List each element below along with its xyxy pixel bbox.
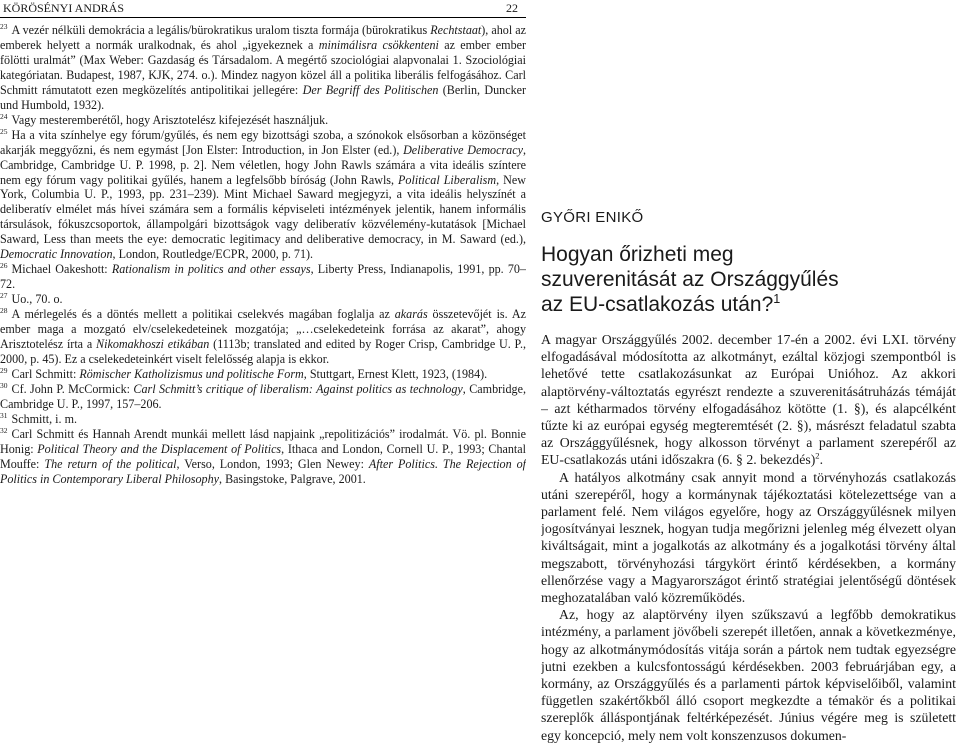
footnote xyxy=(0,412,526,427)
article-title xyxy=(541,242,956,317)
body-paragraph: Az, hogy az alaptörvény ilyen szűkszavú a legfőbb demokratikus intézmény, a parlament jövőbeli szerepét illetően, annak a következménye, hogy az alkotmánymódosítás vitája során a pártok nem tudtak egyezségre jutni ezekben a kulcsfontosságú kérdésekben. 2003 februárjában egy, a kormány, az Országgyűlés és a parlamenti pártok képviselőiből, valamint független szakértőkből álló csoport megkezdte a témakör és a politikai szereplők álláspontjának feltérképezését. Június végére meg is született egy koncepció, mely nem volt konszenzusos dokumen- xyxy=(541,607,956,743)
body-paragraph: A magyar Országgyűlés 2002. december 17-én a 2002. évi LXI. törvény elfogadásával módosította az alkotmányt, ezáltal közjogi szempontból is lehetővé tette csatlakozásunkat az Európai Unióhoz. Az akkori alaptörvény-változtatás egyrészt rendezte a szuverenitásátruházás témáját – azt kétharmados törvény elfogadásához kötötte (1. §), és alapcélként tűzte ki az európai egység megteremtését (2. §), másrészt feladatul szabta az Országgyűlésnek, hogy alkosson törvényt a parlament szerepéről az EU-csatlakozás utáni időszakra (6. § 2. bekezdés)$^2$. xyxy=(541,332,956,468)
running-header xyxy=(0,0,526,18)
title-footnote-marker: 1 xyxy=(773,292,781,306)
footnote-number: 32 xyxy=(0,425,8,435)
footnote xyxy=(0,23,526,113)
footnote-text: Uo., 70. o. xyxy=(11,292,63,307)
footnote xyxy=(0,113,526,128)
title-line: szuverenitását az Országgyűlés xyxy=(541,268,839,291)
footnote-text: Schmitt, i. m. xyxy=(11,411,78,426)
footnote xyxy=(0,292,526,307)
footnote xyxy=(0,427,526,487)
footnote-text: Cf. John P. McCormick: Carl Schmitt’s critique of liberalism: Against politics as technology, Cambridge, Cambridge U. P., 1997, 157–206. xyxy=(0,381,526,411)
footnote-number: 29 xyxy=(0,365,8,375)
footnote-text: A vezér nélküli demokrácia a legális/bürokratikus uralom tiszta formája (bürokratikus Rechtstaat), ahol az emberek helyett a normák uralkodnak, és ahol „igyekeznek a minimálisra csökkenteni az ember ember fölötti uralmát” (Max Weber: Gazdaság és Társadalom. A megértő szociológiai alapvonalai 1. Szociológiai kategóriatan. Budapest, 1987, KJK, 274. o.). Mindez nagyon közel áll a politika liberális felfogásához. Carl Schmitt rámutatott ezen megközelítés antipolitikai jellegére: Der Begriff des Politischen (Berlin, Duncker und Humbold, 1932). xyxy=(0,23,526,112)
footnote-text: Ha a vita színhelye egy fórum/gyűlés, és nem egy bizottsági szoba, a szónokok elsősorban a közönséget akarják meggyőzni, és nem egymást [Jon Elster: Introduction, in Jon Elster (ed.), Deliberative Democracy, Cambridge, Cambridge U. P. 1998, p. 2]. Nem véletlen, hogy John Rawls számára a vita ideális színtere nem egy fórum vagy politikai gyűlés, hanem a legfelsőbb bíróság (John Rawls, Political Liberalism, New York, Columbia U. P., 1993, pp. 231–239). Mint Michael Saward megjegyzi, a vita ideális helyszínét a deliberatív elmélet más hívei számára sem a formális képviseleti intézmények jelentik, hanem informális társulások, fókuszcsoportok, állampolgári bizottságok vagy deliberatív közvélemény-kutatások [Michael Saward, Less than meets the eye: democratic legitimacy and deliberative democracy, in M. Saward (ed.), Democratic Innovation, London, Routledge/ECPR, 2000, p. 71). xyxy=(0,127,526,262)
footnotes-section xyxy=(0,18,526,487)
footnote-text: Vagy mesteremberétől, hogy Arisztotelész kifejezését használjuk. xyxy=(11,112,329,127)
footnote xyxy=(0,262,526,292)
right-page xyxy=(541,0,956,745)
running-head-author: KÖRÖSÉNYI ANDRÁS xyxy=(3,1,125,15)
footnote-number: 30 xyxy=(0,380,8,390)
title-line: az EU-csatlakozás után?$^1$ xyxy=(541,292,781,316)
footnote-text: Carl Schmitt: Römischer Katholizismus und politische Form, Stuttgart, Ernest Klett, 1923, (1984). xyxy=(11,366,488,381)
footnote-number: 28 xyxy=(0,306,8,316)
footnote-number: 25 xyxy=(0,126,8,136)
title-line: Hogyan őrizheti meg xyxy=(541,243,734,266)
body-paragraph: A hatályos alkotmány csak annyit mond a törvényhozás csatlakozás utáni szerepéről, hogy a kormánynak tájékoztatási kötelezettsége van a parlament felé. Nem világos egyelőre, hogy az Országgyűlésnek milyen jogosítványai lesznek, hogyan tudja megőrizni jelenleg még élvezett olyan kiváltságait, mint a jogalkotás az alkotmány és a jogalkotási törvény által megszabott, törvényhozási tárgykört érintő kérdésekben, a kormány ellenőrzése vagy a Magyarországot érintő stratégiai jelentőségű döntések meghozatalában való közreműködés. xyxy=(541,469,956,606)
footnote-text: A mérlegelés és a döntés mellett a politikai cselekvés magában foglalja az akarás összetevőjét is. Az ember maga a mozgató elv/cselekedeteinek mozgatója; „…cselekedeteink forrása az akarat”, ahogy Arisztotelész írta a Nikomakhoszi etikában (1113b; translated and edited by Roger Crisp, Cambridge U. P., 2000, p. 45). Ez a cselekedeteinkért viselt felelősség alapja is ekkor. xyxy=(0,307,526,366)
footnote xyxy=(0,382,526,412)
footnote-text: Carl Schmitt és Hannah Arendt munkái mellett lásd napjaink „repolitizációs” irodalmát. Vö. pl. Bonnie Honig: Political Theory and the Displacement of Politics, Ithaca and London, Cornell U. P., 1993; Chantal Mouffe: The return of the political, Verso, London, 1993; Glen Newey: After Politics. The Rejection of Politics in Contemporary Liberal Philosophy, Basingstoke, Palgrave, 2001. xyxy=(0,426,526,486)
footnote-number: 27 xyxy=(0,291,8,301)
page-number: 22 xyxy=(506,1,518,15)
footnote xyxy=(0,307,526,367)
article-author: GYŐRI ENIKŐ xyxy=(541,209,644,226)
footnote-number: 24 xyxy=(0,111,8,121)
footnote xyxy=(0,128,526,263)
footnote-text: Michael Oakeshott: Rationalism in politics and other essays, Liberty Press, Indianapolis, 1991, pp. 70–72. xyxy=(0,262,526,292)
article-body xyxy=(541,331,956,744)
footnote-number: 31 xyxy=(0,410,8,420)
footnote xyxy=(0,367,526,382)
footnote-number: 23 xyxy=(0,21,8,31)
footnote-number: 26 xyxy=(0,261,8,271)
